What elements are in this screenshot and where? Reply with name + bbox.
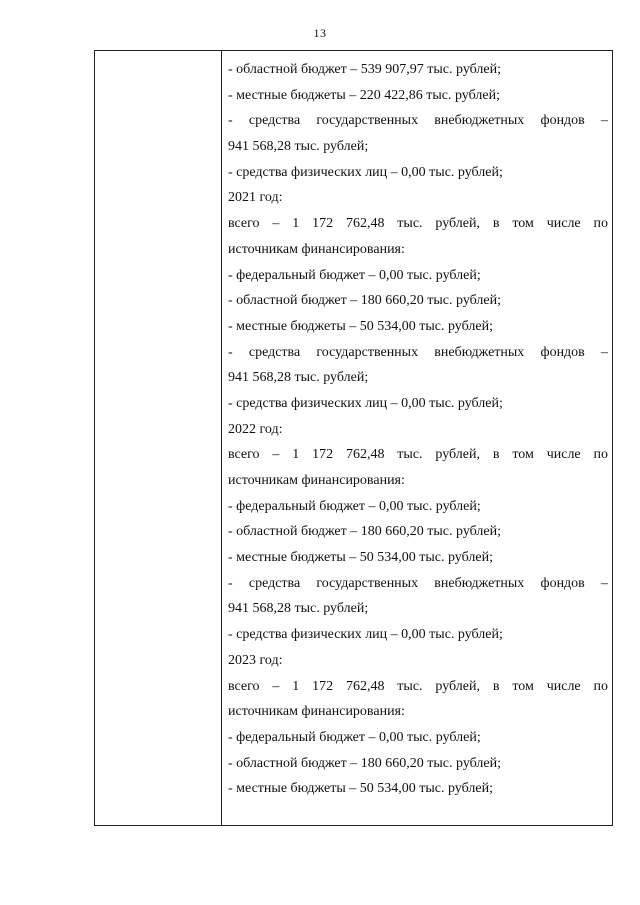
text-line: 2021 год:	[228, 190, 283, 206]
text-line: - областной бюджет – 180 660,20 тыс. рублей;	[228, 524, 501, 540]
text-line: - областной бюджет – 180 660,20 тыс. рублей;	[228, 293, 501, 309]
text-line: всего – 1 172 762,48 тыс. рублей, в том числе по	[228, 678, 608, 694]
text-line: - средства физических лиц – 0,00 тыс. рублей;	[228, 395, 503, 411]
column-divider	[221, 51, 222, 825]
text-line: - местные бюджеты – 50 534,00 тыс. рублей;	[228, 318, 493, 334]
text-line: - средства физических лиц – 0,00 тыс. рублей;	[228, 164, 503, 180]
text-line: 941 568,28 тыс. рублей;	[228, 370, 369, 386]
text-line: - федеральный бюджет – 0,00 тыс. рублей;	[228, 267, 481, 283]
text-line: 2022 год:	[228, 421, 283, 437]
text-line: - местные бюджеты – 50 534,00 тыс. рублей;	[228, 550, 493, 566]
text-line: 941 568,28 тыс. рублей;	[228, 139, 369, 155]
text-line: всего – 1 172 762,48 тыс. рублей, в том числе по	[228, 216, 608, 232]
text-line: источникам финансирования:	[228, 704, 405, 720]
table-cell-content	[228, 57, 608, 802]
text-line: - средства государственных внебюджетных фондов –	[228, 113, 608, 129]
text-line: - средства государственных внебюджетных фондов –	[228, 575, 608, 591]
page-number: 13	[313, 26, 327, 40]
text-line: - федеральный бюджет – 0,00 тыс. рублей;	[228, 498, 481, 514]
text-line: 2023 год:	[228, 652, 283, 668]
text-line: - средства физических лиц – 0,00 тыс. рублей;	[228, 627, 503, 643]
text-line: 941 568,28 тыс. рублей;	[228, 601, 369, 617]
text-line: источникам финансирования:	[228, 241, 405, 257]
text-line: всего – 1 172 762,48 тыс. рублей, в том числе по	[228, 447, 608, 463]
table	[94, 50, 613, 826]
text-line: - областной бюджет – 180 660,20 тыс. рублей;	[228, 755, 501, 771]
text-line: - местные бюджеты – 50 534,00 тыс. рублей;	[228, 781, 493, 797]
text-line: источникам финансирования:	[228, 473, 405, 488]
text-line: - федеральный бюджет – 0,00 тыс. рублей;	[228, 729, 481, 745]
text-line: - областной бюджет – 539 907,97 тыс. рублей;	[228, 62, 501, 77]
text-line: - местные бюджеты – 220 422,86 тыс. рублей;	[228, 87, 500, 103]
text-line: - средства государственных внебюджетных фондов –	[228, 344, 608, 360]
